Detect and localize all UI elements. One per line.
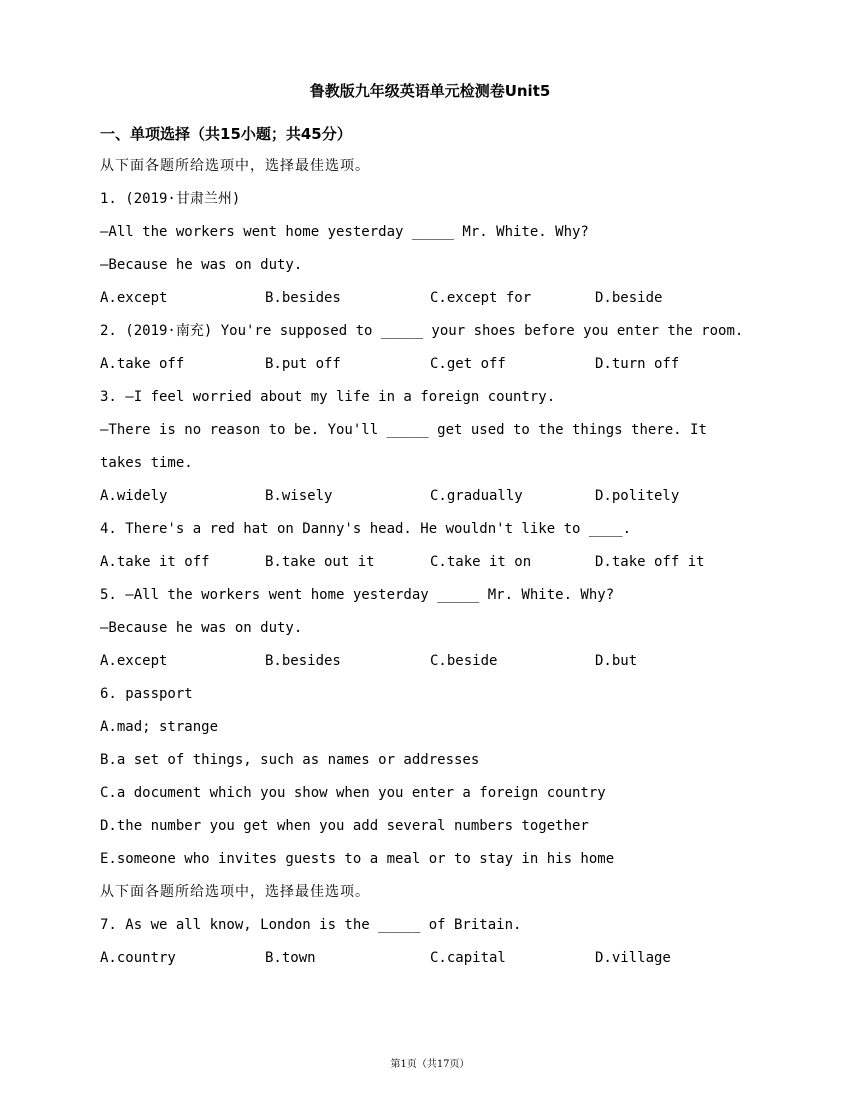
question-4-stem: 4. There's a red hat on Danny's head. He wouldn't like to ____. <box>100 521 632 537</box>
option-b: B.take out it <box>265 554 375 570</box>
question-1-dialogue-1: —All the workers went home yesterday _____ Mr. White. Why? <box>100 224 589 240</box>
question-3-stem: 3. —I feel worried about my life in a foreign country. <box>100 389 556 405</box>
option-d: D.but <box>595 653 638 669</box>
option-a: A.take off <box>100 356 185 372</box>
question-1-stem: 1. (2019·甘肃兰州) <box>100 191 241 207</box>
option-b: B.put off <box>265 356 341 372</box>
option-c: C.take it on <box>430 554 532 570</box>
option-d: D.politely <box>595 488 680 504</box>
question-1-dialogue-2: —Because he was on duty. <box>100 257 303 273</box>
question-6-stem: 6. passport <box>100 686 193 702</box>
question-list <box>100 155 780 980</box>
option-c: C.get off <box>430 356 506 372</box>
section-heading: 一、单项选择（共15小题；共45分） <box>100 125 352 143</box>
option-b: B.besides <box>265 290 341 306</box>
option-d: D.turn off <box>595 356 680 372</box>
instruction-text-2: 从下面各题所给选项中，选择最佳选项。 <box>100 884 370 900</box>
page-footer: 第1页（共17页） <box>390 1059 470 1070</box>
question-2-stem: 2. (2019·南充) You're supposed to _____ your shoes before you enter the room. <box>100 323 744 339</box>
option-a: A.country <box>100 950 176 966</box>
instruction-text: 从下面各题所给选项中，选择最佳选项。 <box>100 158 370 174</box>
option-a: A.widely <box>100 488 168 504</box>
option-b: B.besides <box>265 653 341 669</box>
question-6-choice-c: C.a document which you show when you enter a foreign country <box>100 785 606 801</box>
question-3-options <box>100 485 780 518</box>
question-7-stem: 7. As we all know, London is the _____ of Britain. <box>100 917 522 933</box>
option-b: B.town <box>265 950 316 966</box>
question-7-options <box>100 947 780 980</box>
question-5-stem: 5. —All the workers went home yesterday _____ Mr. White. Why? <box>100 587 615 603</box>
option-d: D.village <box>595 950 671 966</box>
question-4-options <box>100 551 780 584</box>
option-d: D.beside <box>595 290 663 306</box>
question-5-dialogue: —Because he was on duty. <box>100 620 303 636</box>
option-b: B.wisely <box>265 488 333 504</box>
question-6-choice-a: A.mad; strange <box>100 719 219 735</box>
option-c: C.capital <box>430 950 506 966</box>
option-a: A.take it off <box>100 554 210 570</box>
question-6-choice-d: D.the number you get when you add several numbers together <box>100 818 589 834</box>
question-3-dialogue-2: takes time. <box>100 455 193 471</box>
question-6-choice-e: E.someone who invites guests to a meal or to stay in his home <box>100 851 615 867</box>
question-2-options <box>100 353 780 386</box>
option-d: D.take off it <box>595 554 705 570</box>
option-c: C.except for <box>430 290 532 306</box>
option-a: A.except <box>100 653 168 669</box>
question-1-options <box>100 287 780 320</box>
option-c: C.beside <box>430 653 498 669</box>
question-3-dialogue-1: —There is no reason to be. You'll _____ get used to the things there. It <box>100 422 707 438</box>
option-c: C.gradually <box>430 488 523 504</box>
question-5-options <box>100 650 780 683</box>
page-title: 鲁教版九年级英语单元检测卷Unit5 <box>309 82 551 100</box>
option-a: A.except <box>100 290 168 306</box>
question-6-choice-b: B.a set of things, such as names or addresses <box>100 752 480 768</box>
